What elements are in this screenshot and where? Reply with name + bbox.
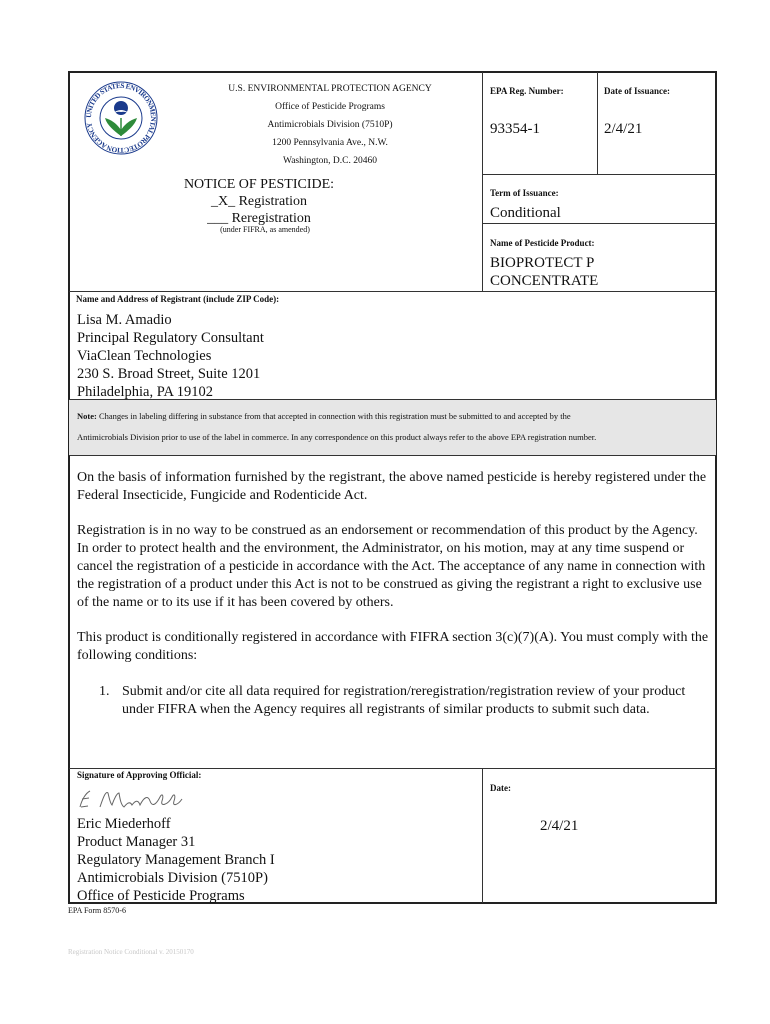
agency-name: U.S. ENVIRONMENTAL PROTECTION AGENCY xyxy=(228,84,432,94)
labeling-note xyxy=(77,406,707,448)
official-name: Eric Miederhoff xyxy=(77,816,171,832)
term-value: Conditional xyxy=(490,205,561,221)
seal-text: UNITED STATES ENVIRONMENTAL PROTECTION AGENCY xyxy=(84,81,158,155)
signature-date: 2/4/21 xyxy=(540,818,579,834)
agency-division: Antimicrobials Division (7510P) xyxy=(267,120,393,130)
handwritten-signature xyxy=(72,785,192,815)
registrant-label: Name and Address of Registrant (include ZIP Code): xyxy=(76,294,280,304)
note-body-divider xyxy=(69,455,716,456)
agency-street: 1200 Pennsylvania Ave., N.W. xyxy=(272,138,388,148)
official-division: Antimicrobials Division (7510P) xyxy=(77,870,268,886)
under-fifra-note: (under FIFRA, as amended) xyxy=(220,225,310,234)
header-bottom-divider xyxy=(69,291,716,292)
registrant-company: ViaClean Technologies xyxy=(77,348,212,364)
signature-date-divider xyxy=(482,768,483,903)
registrant-street: 230 S. Broad Street, Suite 1201 xyxy=(77,366,261,382)
registration-checkbox-line: _X_ Registration xyxy=(210,194,308,209)
body-paragraph-2: Registration is in no way to be construed as an endorsement or recommendation of this product by the Agency. In order to protect health and the environment, the Administrator, on his motion, may at any time suspend or cancel the registration of a pesticide in accordance with the Act. The acceptance of any name in connection with the registration of a product under this Act is not to be construed as giving the registrant a right to exclusive use of the name or to its use if it has been covered by others. xyxy=(77,523,706,610)
registrant-address xyxy=(77,311,264,401)
body-paragraph-1: On the basis of information furnished by the registrant, the above named pesticide is hereby registered under the Federal Insecticide, Fungicide and Rodenticide Act. xyxy=(77,470,707,503)
header-divider xyxy=(482,72,483,291)
notice-title xyxy=(130,176,388,227)
condition-item-1: Submit and/or cite all data required for registration/reregistration/registration review of your product under FIFRA when the Agency requires all registrants of similar products to submit such data. xyxy=(122,684,686,717)
note-line-2: Antimicrobials Division prior to use of the label in commerce. In any correspondence on this product always refer to the above EPA registration number. xyxy=(77,432,597,442)
reg-number-value: 93354-1 xyxy=(490,121,540,137)
date-issuance-value: 2/4/21 xyxy=(604,121,643,137)
product-name-line-1: BIOPROTECT P xyxy=(490,255,595,271)
reg-term-divider xyxy=(482,174,716,175)
official-office: Office of Pesticide Programs xyxy=(77,888,245,904)
reregistration-checkbox-line: ___ Reregistration xyxy=(207,211,311,226)
body-paragraph-3: This product is conditionally registered in accordance with FIFRA section 3(c)(7)(A). You must comply with the following conditions: xyxy=(77,630,709,663)
faint-footer: Registration Notice Conditional v. 20150170 xyxy=(68,948,194,956)
agency-header xyxy=(190,80,470,170)
agency-city: Washington, D.C. 20460 xyxy=(283,156,377,166)
official-block xyxy=(77,815,275,905)
reg-date-divider xyxy=(597,72,598,174)
product-name-value xyxy=(490,254,598,290)
registrant-name: Lisa M. Amadio xyxy=(77,312,172,328)
signature-label: Signature of Approving Official: xyxy=(77,770,202,780)
note-line-1: Changes in labeling differing in substance from that accepted in connection with this registration must be submitted to and accepted by the xyxy=(96,411,571,421)
registrant-title: Principal Regulatory Consultant xyxy=(77,330,264,346)
note-prefix: Note: xyxy=(77,411,97,421)
product-name-label: Name of Pesticide Product: xyxy=(490,238,595,248)
registrant-city: Philadelphia, PA 19102 xyxy=(77,384,214,400)
date-label: Date: xyxy=(490,783,511,793)
official-branch: Regulatory Management Branch I xyxy=(77,852,275,868)
body-signature-divider xyxy=(69,768,716,769)
condition-number: 1. xyxy=(99,684,110,699)
date-issuance-label: Date of Issuance: xyxy=(604,86,670,96)
agency-office: Office of Pesticide Programs xyxy=(275,102,385,112)
official-title: Product Manager 31 xyxy=(77,834,196,850)
form-number: EPA Form 8570-6 xyxy=(68,906,126,915)
term-label: Term of Issuance: xyxy=(490,188,559,198)
notice-heading: NOTICE OF PESTICIDE: xyxy=(183,177,335,192)
reg-number-label: EPA Reg. Number: xyxy=(490,86,564,96)
term-product-divider xyxy=(482,223,716,224)
product-name-line-2: CONCENTRATE xyxy=(490,273,599,289)
epa-seal-logo xyxy=(82,78,160,158)
